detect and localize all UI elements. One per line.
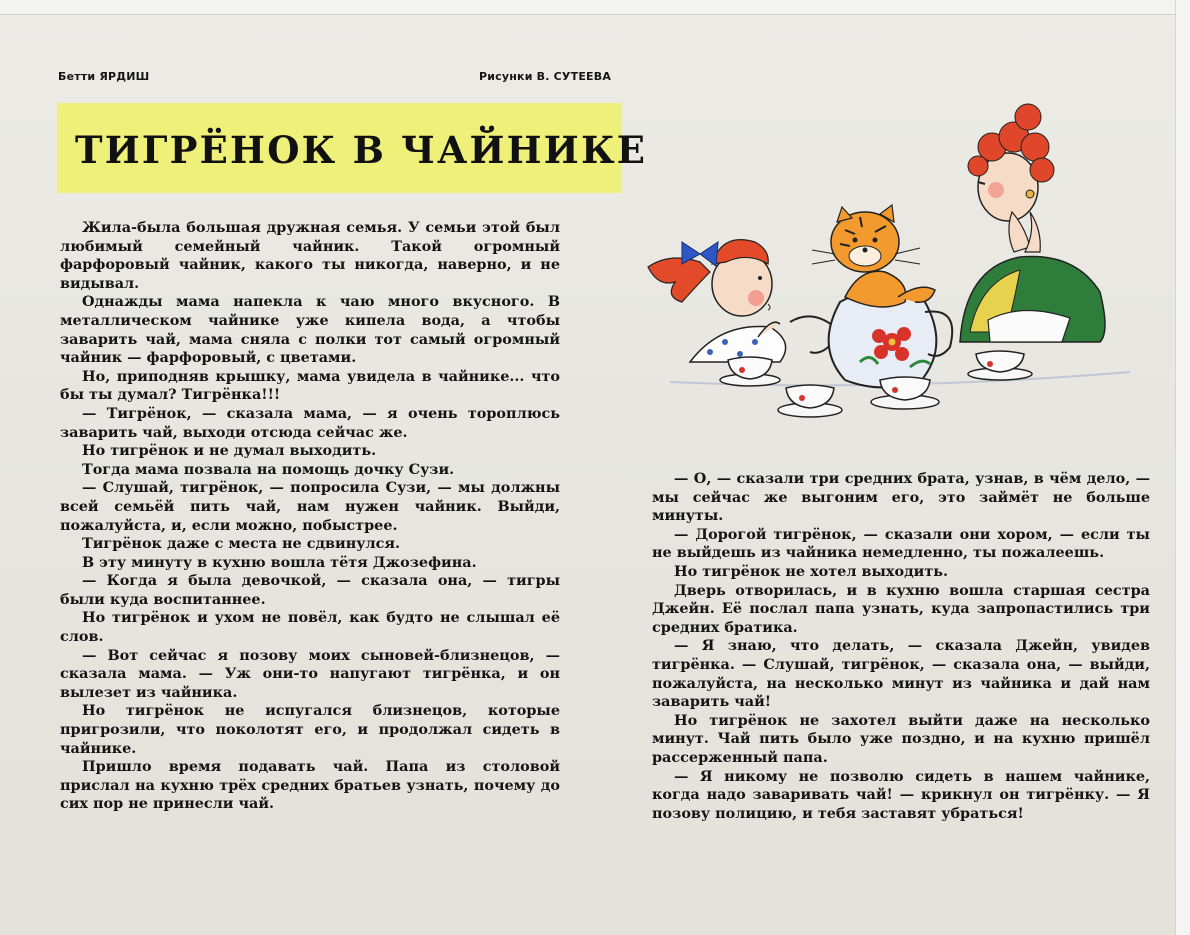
paragraph: В эту минуту в кухню вошла тётя Джозефина. xyxy=(82,553,477,571)
text-column-right xyxy=(652,470,1150,823)
mother-figure xyxy=(960,104,1105,342)
girl-dress xyxy=(690,326,786,362)
tea-cup xyxy=(720,357,780,386)
teapot-with-tiger xyxy=(790,205,952,388)
paragraph: — Когда я была девочкой, — сказала она, — тигры были куда воспитаннее. xyxy=(60,572,560,608)
paragraph: — Я знаю, что делать, — сказала Джейн, увидев тигрёнка. — Слушай, тигрёнок, — сказала она, — выйди, пожалуйста, на несколько минут из чайника и дай нам заварить чай! xyxy=(652,637,1150,711)
paragraph: Тогда мама позвала на помощь дочку Сузи. xyxy=(82,460,455,478)
paragraph: Но тигрёнок и ухом не повёл, как будто не слышал её слов. xyxy=(60,609,560,646)
paragraph: — Слушай, тигрёнок, — попросила Сузи, — мы должны всей семьёй пить чай, нам нужен чайник. Выйди, пожалуйста, и, если можно, побыстрее. xyxy=(60,479,560,534)
tea-cup xyxy=(871,377,939,409)
page-top-edge xyxy=(0,0,1190,15)
paragraph: — О, — сказали три средних брата, узнав, в чём дело, — мы сейчас же выгоним его, это займёт не больше минуты. xyxy=(652,470,1150,525)
tea-cup xyxy=(968,351,1032,380)
tiger-body xyxy=(845,271,906,307)
story-title: ТИГРЁНОК В ЧАЙНИКЕ xyxy=(75,128,648,172)
text-column-left xyxy=(60,219,560,814)
paragraph: Но тигрёнок не захотел выйти даже на несколько минут. Чай пить было уже поздно, и на кухню пришёл рассерженный папа. xyxy=(652,711,1150,766)
mother-earring xyxy=(1026,190,1034,198)
mother-apron xyxy=(988,310,1070,342)
girl-figure xyxy=(648,240,786,362)
paragraph: — Я никому не позволю сидеть в нашем чайнике, когда надо заваривать чай! — крикнул он тигрёнку. — Я позову полицию, и тебя заставят убраться! xyxy=(652,767,1150,822)
author-credit: Бетти ЯРДИШ xyxy=(58,70,150,83)
paragraph: — Тигрёнок, — сказала мама, — я очень тороплюсь заварить чай, выходи отсюда сейчас же. xyxy=(60,404,560,441)
illustration-tea-scene xyxy=(630,92,1150,442)
paragraph: Пришло время подавать чай. Папа из столовой прислал на кухню трёх средних братьев узнать, почему до сих пор не принесли чай. xyxy=(60,758,560,813)
illustrator-credit: Рисунки В. СУТЕЕВА xyxy=(479,70,612,83)
tea-cup xyxy=(778,385,842,417)
paragraph: Но тигрёнок и не думал выходить. xyxy=(82,442,377,460)
paragraph: Однажды мама напекла к чаю много вкусного. В металлическом чайнике уже кипела вода, а чтобы заварить чай, мама сняла с полки тот самый огромный чайник — фарфоровый, с цветами. xyxy=(60,293,560,367)
girl-ponytail xyxy=(648,258,710,302)
page-right-edge xyxy=(1175,0,1190,935)
paragraph: — Вот сейчас я позову моих сыновей-близнецов, — сказала мама. — Уж они-то напугают тигрёнка, и он вылезет из чайника. xyxy=(60,646,560,701)
paragraph: Дверь отворилась, и в кухню вошла старшая сестра Джейн. Её послал папа узнать, куда запропастились три средних братика. xyxy=(652,581,1150,636)
paragraph: Но, приподняв крышку, мама увидела в чайнике... что бы ты думал? Тигрёнка!!! xyxy=(60,367,560,404)
paragraph: Тигрёнок даже с места не сдвинулся. xyxy=(82,535,401,553)
paragraph: Но тигрёнок не хотел выходить. xyxy=(674,562,949,580)
paragraph: Но тигрёнок не испугался близнецов, которые пригрозили, что поколотят его, и продолжал сидеть в чайнике. xyxy=(60,702,560,757)
paragraph: — Дорогой тигрёнок, — сказали они хором, — если ты не выйдешь из чайника немедленно, ты пожалеешь. xyxy=(652,525,1150,562)
paragraph: Жила-была большая дружная семья. У семьи этой был любимый семейный чайник. Такой огромный фарфоровый чайник, какого ты никогда, наверно, и не видывал. xyxy=(60,219,560,292)
